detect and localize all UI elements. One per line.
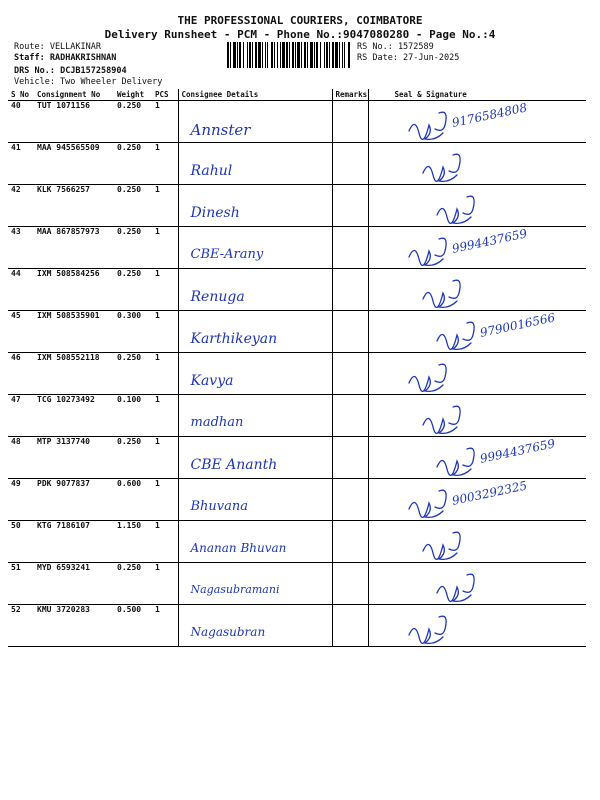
signature-mark <box>369 479 587 520</box>
cell-pcs: 1 <box>152 101 178 143</box>
cell-consignment: IXM 508552118 <box>34 353 114 395</box>
runsheet-subtitle: Delivery Runsheet - PCM - Phone No.:9047080280 - Page No.:4 <box>104 28 496 41</box>
barcode-bar <box>271 42 273 68</box>
table-row <box>8 101 586 143</box>
cell-sno: 51 <box>8 563 34 605</box>
cell-signature <box>368 269 586 311</box>
cell-weight: 0.250 <box>114 269 152 311</box>
barcode-bar <box>243 42 244 68</box>
table-header-row <box>8 89 586 101</box>
cell-consignee <box>178 479 332 521</box>
signature-mark <box>369 605 587 646</box>
cell-signature <box>368 227 586 269</box>
table-row <box>8 353 586 395</box>
handwritten-name: CBE-Arany <box>190 247 264 262</box>
table-row <box>8 521 586 563</box>
cell-consignee <box>178 311 332 353</box>
staff-value: RADHAKRISHNAN <box>49 53 117 63</box>
signature-stroke <box>423 154 460 181</box>
handwritten-name: Dinesh <box>190 205 240 221</box>
cell-sno: 50 <box>8 521 34 563</box>
cell-pcs: 1 <box>152 227 178 269</box>
cell-consignment: MAA 945565509 <box>34 143 114 185</box>
barcode-bar <box>342 42 343 68</box>
handwritten-name: Renuga <box>190 289 245 305</box>
barcode-bar <box>239 42 241 68</box>
cell-consignee <box>178 605 332 647</box>
signature-mark <box>369 143 587 184</box>
cell-consignee <box>178 185 332 227</box>
cell-pcs: 1 <box>152 353 178 395</box>
barcode-bar <box>326 42 328 68</box>
drs-label: DRS No.: <box>14 66 55 76</box>
signature-phone: 9790016566 <box>478 310 556 340</box>
col-sno: S No <box>8 89 34 101</box>
barcode-bar <box>286 42 288 68</box>
cell-consignee <box>178 563 332 605</box>
cell-consignee <box>178 353 332 395</box>
barcode-bar <box>280 42 281 68</box>
signature-mark <box>369 269 587 310</box>
cell-consignment: MYD 6593241 <box>34 563 114 605</box>
signature-stroke <box>437 322 474 349</box>
cell-signature <box>368 437 586 479</box>
signature-mark <box>369 185 587 226</box>
cell-sno: 44 <box>8 269 34 311</box>
cell-consignee <box>178 521 332 563</box>
cell-remarks <box>332 227 368 269</box>
signature-phone: 9994437659 <box>478 436 556 466</box>
cell-remarks <box>332 311 368 353</box>
barcode-bar <box>255 42 257 68</box>
cell-signature <box>368 479 586 521</box>
runsheet-table <box>8 89 586 647</box>
cell-pcs: 1 <box>152 185 178 227</box>
signature-stroke <box>423 280 460 307</box>
col-consignee: Consignee Details <box>178 89 332 101</box>
cell-pcs: 1 <box>152 269 178 311</box>
table-row <box>8 185 586 227</box>
cell-signature <box>368 395 586 437</box>
cell-weight: 0.300 <box>114 311 152 353</box>
signature-stroke <box>409 490 446 517</box>
cell-consignment: TCG 10273492 <box>34 395 114 437</box>
cell-consignment: IXM 508584256 <box>34 269 114 311</box>
handwritten-name: Bhuvana <box>190 499 249 514</box>
barcode-bar <box>301 42 302 68</box>
barcode-bar <box>292 42 294 68</box>
rs-no-text: RS No.: 1572589 <box>357 42 434 52</box>
cell-consignment: KTG 7186107 <box>34 521 114 563</box>
cell-consignment: IXM 508535901 <box>34 311 114 353</box>
barcode-bar <box>289 42 290 68</box>
cell-weight: 0.250 <box>114 185 152 227</box>
signature-mark <box>369 563 587 604</box>
signature-stroke <box>423 532 460 559</box>
cell-pcs: 1 <box>152 521 178 563</box>
cell-consignment: KMU 3720283 <box>34 605 114 647</box>
cell-sno: 41 <box>8 143 34 185</box>
cell-remarks <box>332 563 368 605</box>
cell-pcs: 1 <box>152 143 178 185</box>
cell-consignment: MTP 3137740 <box>34 437 114 479</box>
cell-remarks <box>332 185 368 227</box>
barcode-bar <box>267 42 268 68</box>
barcode-bar <box>227 42 229 68</box>
cell-weight: 0.250 <box>114 437 152 479</box>
handwritten-name: Ananan Bhuvan <box>190 541 287 555</box>
cell-signature <box>368 143 586 185</box>
cell-remarks <box>332 269 368 311</box>
signature-phone: 9003292325 <box>450 478 528 508</box>
cell-weight: 1.150 <box>114 521 152 563</box>
cell-consignee <box>178 143 332 185</box>
barcode-bar <box>310 42 313 68</box>
barcode-bar <box>335 42 338 68</box>
cell-remarks <box>332 521 368 563</box>
table-row <box>8 395 586 437</box>
barcode-bar <box>348 42 350 68</box>
rs-date-text: RS Date: 27-Jun-2025 <box>357 53 460 63</box>
table-row <box>8 227 586 269</box>
cell-pcs: 1 <box>152 311 178 353</box>
col-consignment: Consignment No <box>34 89 114 101</box>
cell-signature <box>368 605 586 647</box>
cell-sno: 42 <box>8 185 34 227</box>
cell-weight: 0.250 <box>114 101 152 143</box>
barcode-bar <box>307 42 308 68</box>
cell-remarks <box>332 479 368 521</box>
cell-consignee <box>178 227 332 269</box>
signature-stroke <box>409 364 446 391</box>
cell-sno: 47 <box>8 395 34 437</box>
cell-signature <box>368 101 586 143</box>
cell-weight: 0.600 <box>114 479 152 521</box>
barcode-bar <box>295 42 296 68</box>
barcode-bar <box>282 42 285 68</box>
col-pcs: PCS <box>152 89 178 101</box>
drs-value: DCJB157258904 <box>60 66 127 76</box>
barcode-bar <box>274 42 275 68</box>
handwritten-name: Karthikeyan <box>190 331 278 347</box>
col-remarks: Remarks <box>332 89 368 101</box>
barcode-bar <box>332 42 334 68</box>
barcode-bar <box>249 42 251 68</box>
signature-mark <box>369 521 587 562</box>
cell-consignee <box>178 395 332 437</box>
cell-sno: 46 <box>8 353 34 395</box>
cell-signature <box>368 353 586 395</box>
handwritten-name: Nagasubramani <box>190 583 280 596</box>
table-row <box>8 563 586 605</box>
cell-remarks <box>332 605 368 647</box>
signature-stroke <box>423 406 460 433</box>
barcode-bar <box>316 42 318 68</box>
cell-weight: 0.250 <box>114 353 152 395</box>
cell-signature <box>368 311 586 353</box>
cell-sno: 52 <box>8 605 34 647</box>
handwritten-name: CBE Ananth <box>190 457 278 473</box>
cell-weight: 0.500 <box>114 605 152 647</box>
staff-label: Staff: <box>14 53 45 63</box>
cell-weight: 0.250 <box>114 143 152 185</box>
barcode-bar <box>320 42 321 68</box>
barcode <box>227 42 351 68</box>
drs-text <box>14 66 162 77</box>
signature-mark <box>369 437 587 478</box>
cell-weight: 0.100 <box>114 395 152 437</box>
barcode-bar <box>297 42 300 68</box>
cell-consignment: MAA 867857973 <box>34 227 114 269</box>
staff-text <box>14 53 162 64</box>
cell-consignment: PDK 9077837 <box>34 479 114 521</box>
handwritten-name: Nagasubran <box>190 625 266 639</box>
cell-sno: 48 <box>8 437 34 479</box>
barcode-bar <box>314 42 315 68</box>
route-text: Route: VELLAKINAR <box>14 42 101 52</box>
table-row <box>8 143 586 185</box>
table-row <box>8 479 586 521</box>
signature-mark <box>369 353 587 394</box>
handwritten-name: madhan <box>190 415 244 430</box>
barcode-bar <box>247 42 248 68</box>
col-weight: Weight <box>114 89 152 101</box>
cell-consignment: TUT 1071156 <box>34 101 114 143</box>
barcode-bar <box>233 42 236 68</box>
vehicle-text: Vehicle: Two Wheeler Delivery <box>14 77 163 87</box>
barcode-bar <box>329 42 330 68</box>
cell-remarks <box>332 353 368 395</box>
barcode-bar <box>344 42 345 68</box>
signature-stroke <box>409 238 446 265</box>
cell-signature <box>368 185 586 227</box>
cell-weight: 0.250 <box>114 563 152 605</box>
cell-remarks <box>332 437 368 479</box>
table-row <box>8 605 586 647</box>
handwritten-name: Kavya <box>190 373 234 389</box>
signature-stroke <box>409 112 446 139</box>
cell-sno: 40 <box>8 101 34 143</box>
signature-stroke <box>437 574 474 601</box>
cell-remarks <box>332 101 368 143</box>
table-row <box>8 269 586 311</box>
cell-consignee <box>178 437 332 479</box>
cell-pcs: 1 <box>152 395 178 437</box>
cell-remarks <box>332 395 368 437</box>
barcode-bar <box>339 42 340 68</box>
barcode-bar <box>277 42 278 68</box>
col-signature: Seal & Signature <box>368 89 586 101</box>
signature-mark <box>369 101 587 142</box>
meta-left <box>14 42 162 88</box>
cell-pcs: 1 <box>152 605 178 647</box>
cell-remarks <box>332 143 368 185</box>
barcode-bar <box>230 42 231 68</box>
signature-mark <box>369 395 587 436</box>
cell-consignee <box>178 269 332 311</box>
barcode-bar <box>237 42 238 68</box>
barcode-bar <box>262 42 263 68</box>
signature-phone: 9994437659 <box>450 226 528 256</box>
barcode-bar <box>258 42 261 68</box>
barcode-bar <box>265 42 266 68</box>
cell-pcs: 1 <box>152 479 178 521</box>
cell-consignment: KLK 7566257 <box>34 185 114 227</box>
barcode-bar <box>304 42 306 68</box>
table-row <box>8 437 586 479</box>
signature-stroke <box>437 448 474 475</box>
cell-pcs: 1 <box>152 437 178 479</box>
barcode-bar <box>324 42 325 68</box>
cell-sno: 49 <box>8 479 34 521</box>
cell-sno: 45 <box>8 311 34 353</box>
cell-consignee <box>178 101 332 143</box>
handwritten-name: Annster <box>190 121 251 139</box>
signature-phone: 9176584808 <box>450 100 528 130</box>
signature-stroke <box>437 196 474 223</box>
signature-mark <box>369 311 587 352</box>
company-title: THE PROFESSIONAL COURIERS, COIMBATORE <box>177 14 423 27</box>
barcode-bar <box>252 42 253 68</box>
handwritten-name: Rahul <box>190 163 233 179</box>
cell-signature <box>368 563 586 605</box>
cell-signature <box>368 521 586 563</box>
meta-right <box>357 42 459 64</box>
cell-weight: 0.250 <box>114 227 152 269</box>
table-row <box>8 311 586 353</box>
cell-pcs: 1 <box>152 563 178 605</box>
signature-stroke <box>409 616 446 643</box>
signature-mark <box>369 227 587 268</box>
cell-sno: 43 <box>8 227 34 269</box>
